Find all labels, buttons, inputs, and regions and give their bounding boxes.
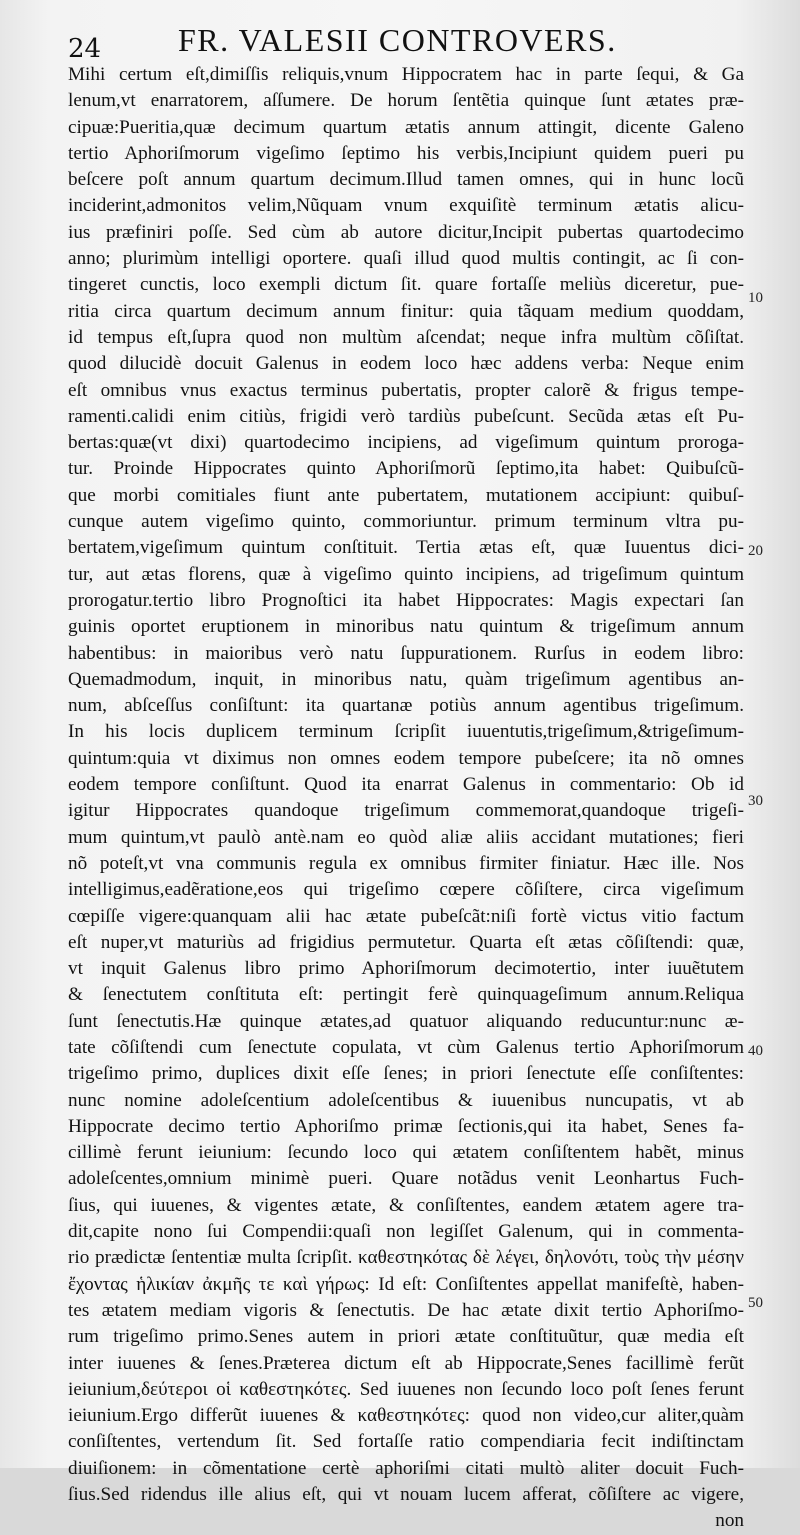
text-line: rum trigeſimo primo.Senes autem in priori ætate conſtituũtur, quæ media eſt	[68, 1326, 744, 1348]
text-line: tur. Proinde Hippocrates quinto Aphoriſmorũ ſeptimo,ita habet: Quibuſcũ-	[68, 458, 744, 480]
line-number-10: 10	[748, 290, 763, 306]
text-line: intelligimus,eadẽratione,eos qui trigeſimo cœpere cõſiſtere, circa vigeſimum	[68, 879, 744, 901]
text-line: ἔχοντας ἡλικίαν ἀκμῆς τε καὶ γήρως: Id eſt: Conſiſtentes appellat manifeſtè, haben-	[68, 1273, 744, 1295]
text-line: rio prædictæ ſententiæ multa ſcripſit. καθεστηκότας δὲ λέγει, δηλονότι, τοὺς τὴν μέσην	[68, 1247, 744, 1269]
text-line: cœpiſſe vigere:quanquam alii hac ætate pubeſcãt:niſi fortè victus vitio factum	[68, 905, 744, 927]
text-line: dit,capite nono ſui Compendii:quaſi non legiſſet Galenum, qui in commenta-	[68, 1221, 744, 1243]
text-line: tingeret cunctis, loco exempli dictum ſit. quare fortaſſe meliùs diceretur, pue-	[68, 274, 744, 296]
text-line: tes ætatem mediam vigoris & ſenectutis. De hac ætate dixit tertio Aphoriſmo-	[68, 1299, 744, 1321]
text-line: vt inquit Galenus libro primo Aphoriſmorum decimotertio, inter iuuẽtutem	[68, 958, 744, 980]
text-line: quod dilucidè docuit Galenus in eodem loco hæc addens verba: Neque enim	[68, 353, 744, 375]
text-line: Mihi certum eſt,dimiſſis reliquis,vnum Hippocratem hac in parte ſequi, & Ga	[68, 64, 744, 85]
text-line: ſius, qui iuuenes, & vigentes ætate, & conſiſtentes, eandem ætatem agere tra-	[68, 1194, 744, 1216]
text-line: mum quintum,vt paulò antè.nam eo quòd aliæ aliis accidant mutationes; fieri	[68, 826, 744, 848]
text-line: non	[715, 1510, 744, 1532]
text-line: eodem tempore conſiſtunt. Quod ita enarrat Galenus in commentario: Ob id	[68, 774, 744, 796]
text-line: ius præfiniri poſſe. Sed cùm ab autore dicitur,Incipit pubertas quartodecimo	[68, 221, 744, 243]
text-line: eſt omnibus vnus exactus terminus pubertatis, propter calorẽ & frigus tempe-	[68, 379, 744, 401]
text-line: bertas:quæ(vt dixi) quartodecimo incipiens, ad vigeſimum quintum proroga-	[68, 432, 744, 454]
text-line: prorogatur.tertio libro Prognoſtici ita habet Hippocrates: Magis expectari ſan	[68, 589, 744, 611]
line-number-20: 20	[748, 543, 763, 559]
text-line: Hippocrate decimo tertio Aphoriſmo primæ ſectionis,qui ita habet, Senes fa-	[68, 1115, 744, 1137]
text-line: bertatem,vigeſimum quintum conſtituit. Tertia ætas eſt, quæ Iuuentus dici-	[68, 537, 744, 559]
text-line: ramenti.calidi enim citiùs, frigidi verò tardiùs pubeſcunt. Secũda ætas eſt Pu-	[68, 405, 744, 427]
line-number-50: 50	[748, 1295, 763, 1311]
text-line: eſt nuper,vt maturiùs ad frigidius permutetur. Quarta eſt ætas cõſiſtendi: quæ,	[68, 931, 744, 953]
text-line: Quemadmodum, inquit, in minoribus natu, quàm trigeſimum agentibus an-	[68, 668, 744, 690]
text-line: trigeſimo primo, duplices dixit eſſe ſenes; in priori ſenectute eſſe conſiſtentes:	[68, 1063, 744, 1085]
page-header	[68, 22, 758, 62]
text-line: & ſenectutem conſtituta eſt: pertingit ferè quinquageſimum annum.Reliqua	[68, 984, 744, 1006]
text-line: nõ poteſt,vt vna communis regula ex omnibus firmiter finiatur. Hæc ille. Nos	[68, 852, 744, 874]
text-line: guinis oportet eruptionem in minoribus natu quintum & trigeſimum annum	[68, 616, 744, 638]
text-line: cillimè ferunt ieiunium: ſecundo loco qui ætatem conſiſtentem habẽt, minus	[68, 1142, 744, 1164]
line-number-40: 40	[748, 1043, 763, 1059]
text-line: ieiunium.Ergo differũt iuuenes & καθεστηκότες: quod non video,cur aliter,quàm	[68, 1405, 744, 1427]
text-line: conſiſtentes, vertendum ſit. Sed fortaſſe ratio compendiaria fecit indiſtinctam	[68, 1431, 744, 1453]
page-number: 24	[68, 34, 102, 64]
text-line: lenum,vt enarratorem, aſſumere. De horum ſentẽtia quinque ſunt ætates præ-	[68, 90, 744, 112]
text-line: tate cõſiſtendi cum ſenectute copulata, vt cùm Galenus tertio Aphoriſmorum	[68, 1036, 744, 1058]
text-line: ieiunium,δεύτεροι οἱ καθεστηκότες. Sed iuuenes non ſecundo loco poſt ſenes ferunt	[68, 1378, 744, 1400]
text-line: id tempus eſt,ſupra quod non multùm aſcendat; neque infra multùm cõſiſtat.	[68, 326, 744, 348]
text-line: beſcere poſt annum quartum decimum.Illud tamen omnes, qui in hunc locũ	[68, 169, 744, 191]
text-line: nunc nomine adoleſcentium adoleſcentibus & iuuenibus nuncupatis, vt ab	[68, 1089, 744, 1111]
text-line: tertio Aphoriſmorum vigeſimo ſeptimo his verbis,Incipiunt quidem pueri pu	[68, 142, 744, 164]
line-number-30: 30	[748, 793, 763, 809]
running-title: FR. VALESII CONTROVERS.	[178, 22, 617, 58]
text-line: num, abſceſſus conſiſtunt: ita quartanæ potiùs annum agentibus trigeſimum.	[68, 695, 744, 717]
body-text	[68, 62, 744, 1535]
text-line: ſius.Sed ridendus ille alius eſt, qui vt nouam lucem afferat, cõſiſtere ac vigere,	[68, 1484, 744, 1506]
text-line: cunque autem vigeſimo quinto, commoriuntur. primum terminum vltra pu-	[68, 511, 744, 533]
text-line: inciderint,admonitos velim,Nũquam vnum exquiſitè terminum ætatis alicu-	[68, 195, 744, 217]
text-line: igitur Hippocrates quandoque trigeſimum commemorat,quandoque trigeſi-	[68, 800, 744, 822]
text-line: ritia circa quartum decimum annum finitur: quia tãquam medium quoddam,	[68, 300, 744, 322]
text-line: ſunt ſenectutis.Hæ quinque ætates,ad quatuor aliquando reducuntur:nunc æ-	[68, 1010, 744, 1032]
text-line: anno; plurimùm intelligi oportere. quaſi illud quod multis contingit, ac ſi con-	[68, 248, 744, 270]
text-line: adoleſcentes,omnium minimè pueri. Quare notãdus venit Leonhartus Fuch-	[68, 1168, 744, 1190]
text-line: cipuæ:Pueritia,quæ decimum quartum ætatis annum attingit, dicente Galeno	[68, 116, 744, 138]
text-line: tur, aut ætas florens, quæ à vigeſimo quinto incipiens, ad trigeſimum quintum	[68, 563, 744, 585]
text-line: inter iuuenes & ſenes.Præterea dictum eſt ab Hippocrate,Senes facillimè ferũt	[68, 1352, 744, 1374]
text-line: In his locis duplicem terminum ſcripſit iuuentutis,trigeſimum,&trigeſimum-	[68, 721, 744, 743]
text-line: quintum:quia vt diximus non omnes eodem tempore pubeſcere; ita nõ omnes	[68, 747, 744, 769]
text-line: habentibus: in maioribus verò natu ſuppurationem. Rurſus in eodem libro:	[68, 642, 744, 664]
text-line: diuiſionem: in cõmentatione certè aphoriſmi citati multò aliter docuit Fuch-	[68, 1457, 744, 1479]
text-line: que morbi comitiales fiunt ante pubertatem, mutationem accipiunt: quibuſ-	[68, 484, 744, 506]
